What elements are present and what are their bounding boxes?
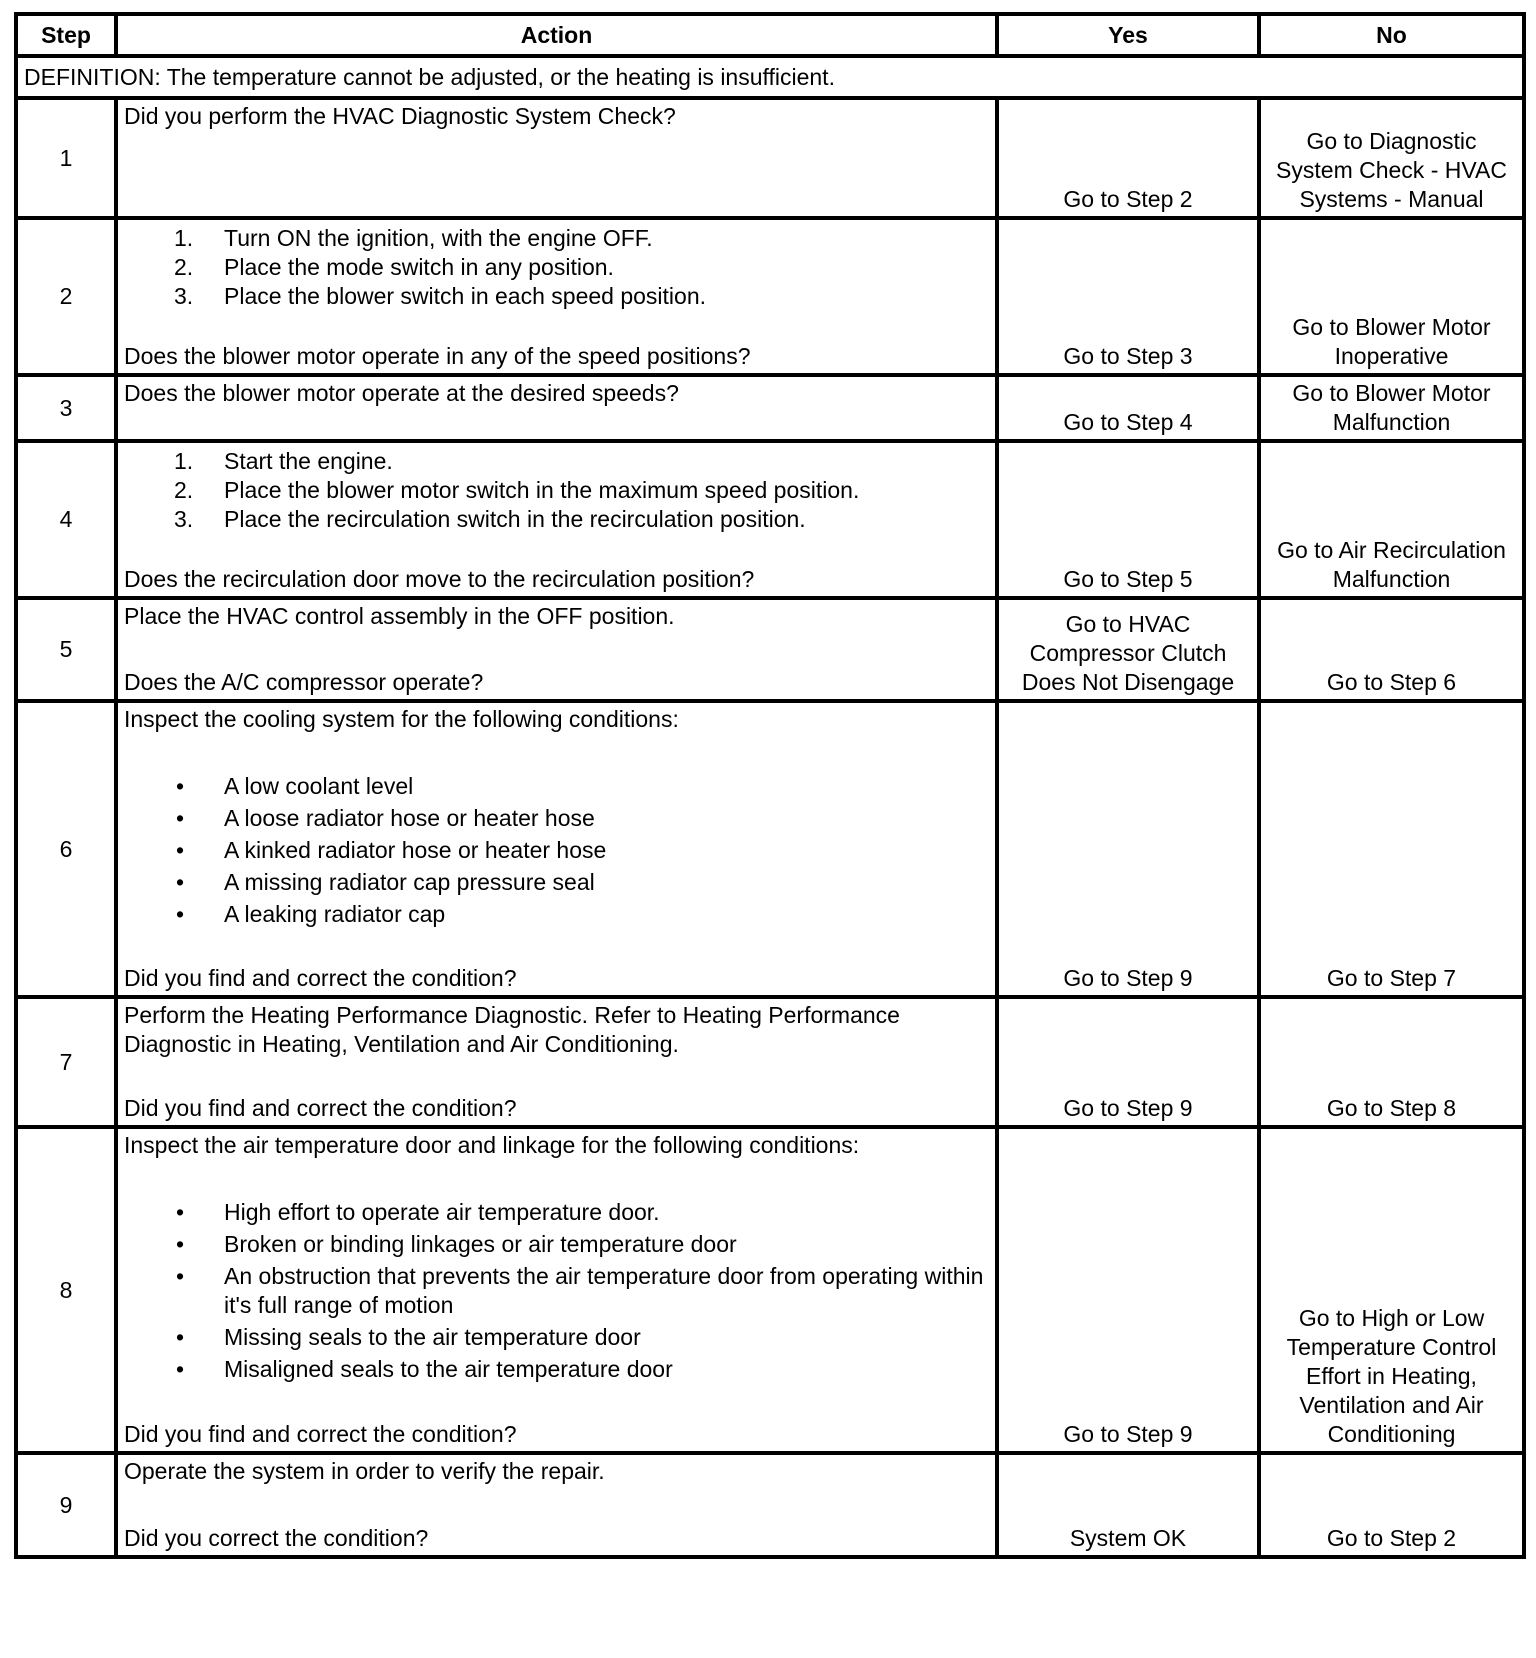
list-item-text: Start the engine. — [224, 448, 393, 474]
action-intro: Did you perform the HVAC Diagnostic System Check? — [124, 103, 676, 129]
list-item-number: 3. — [174, 283, 194, 309]
list-item-number: 3. — [174, 506, 194, 532]
no-result: Go to Blower Motor Inoperative — [1259, 218, 1524, 375]
bullet-icon: • — [176, 1356, 185, 1382]
list-item — [124, 1262, 989, 1320]
step-number: 1 — [16, 98, 116, 218]
step-number: 9 — [16, 1453, 116, 1557]
list-item-text: Misaligned seals to the air temperature door — [224, 1356, 673, 1382]
action-intro: Inspect the air temperature door and linkage for the following conditions: — [124, 1132, 860, 1158]
action-cell — [116, 701, 997, 997]
no-result: Go to High or Low Temperature Control Effort in Heating, Ventilation and Air Conditioning — [1259, 1127, 1524, 1453]
bullet-icon: • — [176, 837, 185, 863]
list-item — [124, 282, 989, 311]
no-result: Go to Air Recirculation Malfunction — [1259, 441, 1524, 598]
list-item — [124, 224, 989, 253]
list-item — [124, 476, 989, 505]
bullet-list — [124, 772, 989, 929]
list-item — [124, 868, 989, 897]
header-row — [16, 14, 1524, 56]
no-result: Go to Blower Motor Malfunction — [1259, 375, 1524, 441]
no-result: Go to Step 8 — [1259, 997, 1524, 1127]
header-yes: Yes — [997, 14, 1259, 56]
list-item-number: 1. — [174, 448, 194, 474]
action-intro: Perform the Heating Performance Diagnostic. Refer to Heating Performance Diagnostic in Heating, Ventilation and Air Conditioning. — [124, 1002, 900, 1057]
bullet-icon: • — [176, 1199, 185, 1225]
bullet-icon: • — [176, 805, 185, 831]
numbered-list — [124, 224, 989, 311]
bullet-icon: • — [176, 869, 185, 895]
yes-result: Go to HVAC Compressor Clutch Does Not Disengage — [997, 598, 1259, 701]
list-item — [124, 1230, 989, 1259]
list-item-text: A loose radiator hose or heater hose — [224, 805, 595, 831]
yes-result: Go to Step 9 — [997, 997, 1259, 1127]
bullet-icon: • — [176, 1231, 185, 1257]
list-item-text: Place the blower motor switch in the maximum speed position. — [224, 477, 860, 503]
yes-result: Go to Step 5 — [997, 441, 1259, 598]
step-number: 4 — [16, 441, 116, 598]
list-item — [124, 505, 989, 534]
definition-row — [16, 56, 1524, 98]
table-row — [16, 701, 1524, 997]
step-number: 8 — [16, 1127, 116, 1453]
table-row — [16, 98, 1524, 218]
table-row — [16, 441, 1524, 598]
list-item-number: 2. — [174, 254, 194, 280]
no-result: Go to Step 6 — [1259, 598, 1524, 701]
action-question: Does the recirculation door move to the recirculation position? — [124, 566, 755, 592]
list-item — [124, 900, 989, 929]
yes-result: Go to Step 4 — [997, 375, 1259, 441]
bullet-icon: • — [176, 901, 185, 927]
bullet-icon: • — [176, 1324, 185, 1350]
table-row — [16, 1453, 1524, 1557]
action-question: Does the blower motor operate in any of the speed positions? — [124, 343, 751, 369]
list-item-text: Missing seals to the air temperature door — [224, 1324, 641, 1350]
action-intro: Does the blower motor operate at the desired speeds? — [124, 380, 679, 406]
header-action: Action — [116, 14, 997, 56]
list-item-text: A kinked radiator hose or heater hose — [224, 837, 607, 863]
diagnostic-table-page — [14, 12, 1522, 1559]
no-result: Go to Diagnostic System Check - HVAC Systems - Manual — [1259, 98, 1524, 218]
action-question: Did you correct the condition? — [124, 1525, 429, 1551]
yes-result: System OK — [997, 1453, 1259, 1557]
list-item-text: A low coolant level — [224, 773, 414, 799]
yes-result: Go to Step 2 — [997, 98, 1259, 218]
action-intro: Place the HVAC control assembly in the OFF position. — [124, 603, 675, 629]
action-question: Did you find and correct the condition? — [124, 1095, 517, 1121]
table-row — [16, 375, 1524, 441]
action-cell — [116, 441, 997, 598]
list-item-text: Place the blower switch in each speed position. — [224, 283, 707, 309]
action-cell — [116, 598, 997, 701]
numbered-list — [124, 447, 989, 534]
step-number: 3 — [16, 375, 116, 441]
action-question: Did you find and correct the condition? — [124, 1421, 517, 1447]
table-row — [16, 218, 1524, 375]
diagnostic-table — [14, 12, 1526, 1559]
step-number: 7 — [16, 997, 116, 1127]
bullet-icon: • — [176, 773, 185, 799]
action-cell — [116, 218, 997, 375]
action-cell — [116, 1453, 997, 1557]
list-item — [124, 836, 989, 865]
action-cell — [116, 375, 997, 441]
list-item-text: A missing radiator cap pressure seal — [224, 869, 595, 895]
yes-result: Go to Step 9 — [997, 701, 1259, 997]
list-item — [124, 1323, 989, 1352]
header-no: No — [1259, 14, 1524, 56]
list-item — [124, 804, 989, 833]
step-number: 2 — [16, 218, 116, 375]
list-item-text: A leaking radiator cap — [224, 901, 446, 927]
step-number: 5 — [16, 598, 116, 701]
step-number: 6 — [16, 701, 116, 997]
definition-text: DEFINITION: The temperature cannot be adjusted, or the heating is insufficient. — [16, 56, 1524, 98]
yes-result: Go to Step 9 — [997, 1127, 1259, 1453]
action-intro: Operate the system in order to verify the repair. — [124, 1458, 605, 1484]
list-item-text: Turn ON the ignition, with the engine OFF. — [224, 225, 653, 251]
list-item — [124, 772, 989, 801]
header-step: Step — [16, 14, 116, 56]
list-item-text: Place the mode switch in any position. — [224, 254, 614, 280]
table-row — [16, 997, 1524, 1127]
action-cell — [116, 1127, 997, 1453]
table-row — [16, 1127, 1524, 1453]
table-row — [16, 598, 1524, 701]
action-question: Does the A/C compressor operate? — [124, 669, 484, 695]
list-item-text: Place the recirculation switch in the recirculation position. — [224, 506, 806, 532]
bullet-list — [124, 1198, 989, 1384]
list-item-number: 1. — [174, 225, 194, 251]
list-item — [124, 1355, 989, 1384]
yes-result: Go to Step 3 — [997, 218, 1259, 375]
list-item-text: An obstruction that prevents the air temperature door from operating within it's full range of motion — [224, 1263, 984, 1318]
action-intro: Inspect the cooling system for the following conditions: — [124, 706, 679, 732]
action-cell — [116, 997, 997, 1127]
list-item-number: 2. — [174, 477, 194, 503]
list-item-text: Broken or binding linkages or air temperature door — [224, 1231, 737, 1257]
list-item — [124, 447, 989, 476]
no-result: Go to Step 2 — [1259, 1453, 1524, 1557]
bullet-icon: • — [176, 1263, 185, 1289]
list-item-text: High effort to operate air temperature door. — [224, 1199, 660, 1225]
action-cell — [116, 98, 997, 218]
table-body — [16, 56, 1524, 1557]
list-item — [124, 1198, 989, 1227]
action-question: Did you find and correct the condition? — [124, 965, 517, 991]
list-item — [124, 253, 989, 282]
no-result: Go to Step 7 — [1259, 701, 1524, 997]
